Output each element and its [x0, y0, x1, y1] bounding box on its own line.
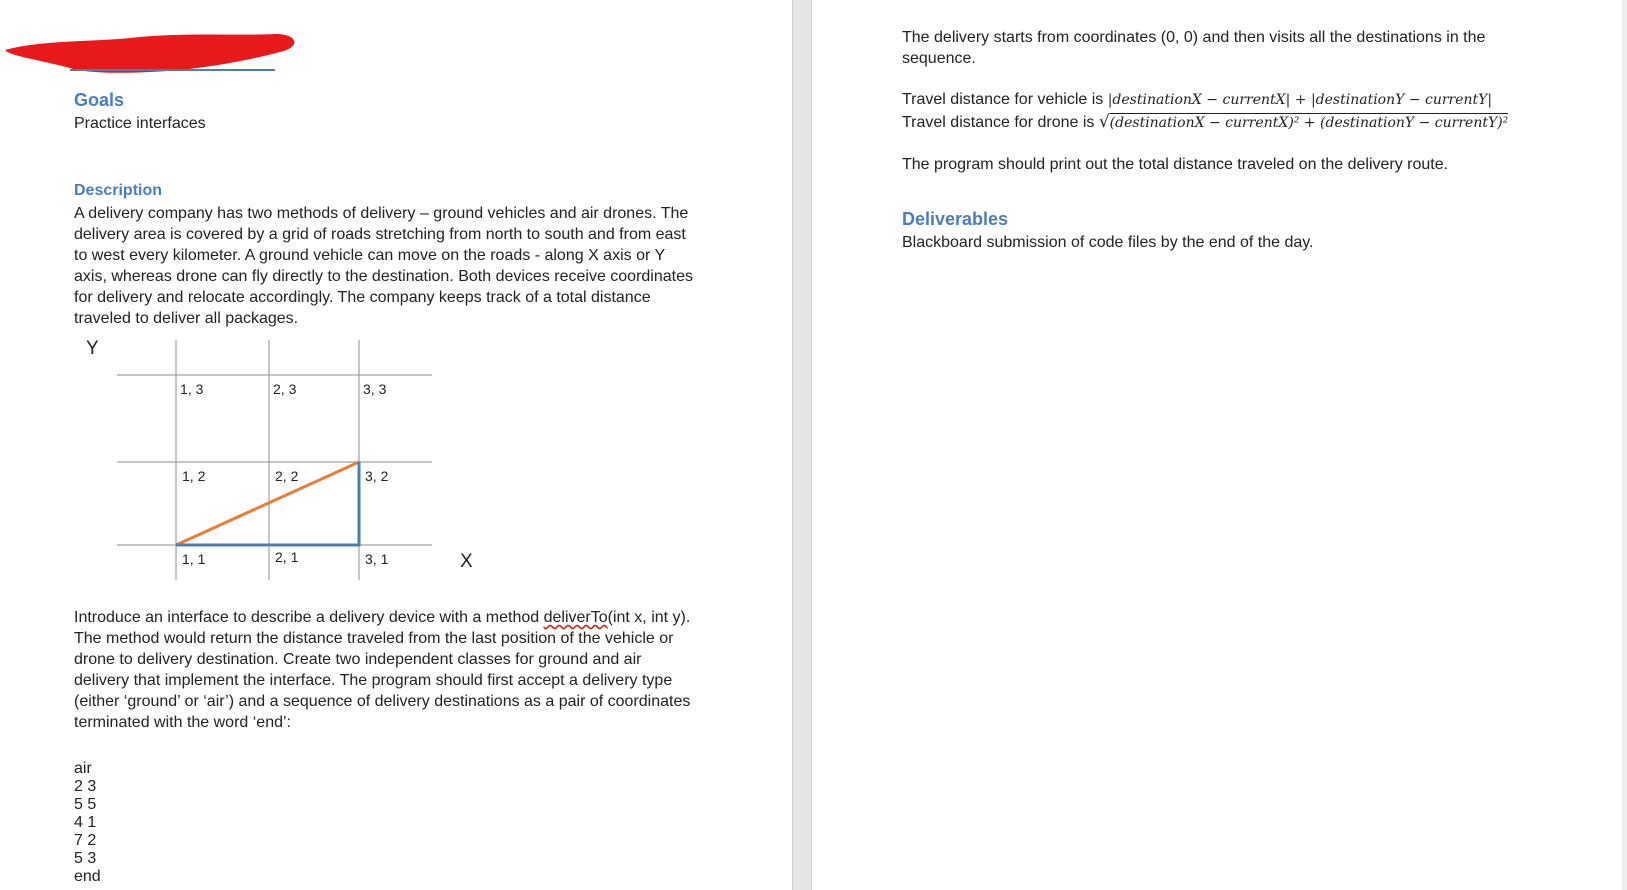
- description-heading: Description: [74, 182, 163, 199]
- start-line: sequence.: [902, 50, 976, 67]
- sample-input-line: 7 2: [74, 832, 97, 849]
- interface-line: The method would return the distance traveled from the last position of the vehicle or: [74, 630, 674, 647]
- interface-line: drone to delivery destination. Create two independent classes for ground and air: [74, 651, 642, 668]
- cell-2-1: 2, 1: [275, 549, 299, 565]
- interface-line: terminated with the word ‘end’:: [74, 714, 291, 731]
- interface-line-text: Introduce an interface to describe a delivery device with a method: [74, 609, 544, 626]
- vehicle-formula-math: |destinationX − currentX| + |destinationY − currentY|: [1107, 92, 1493, 108]
- sample-input: [74, 760, 101, 886]
- goals-text: Practice interfaces: [74, 115, 206, 132]
- vehicle-formula: [902, 89, 1492, 111]
- description-line: A delivery company has two methods of delivery – ground vehicles and air drones. The: [74, 205, 689, 222]
- cell-1-3: 1, 3: [180, 381, 204, 397]
- y-axis-label: Y: [86, 340, 99, 359]
- grid-diagram: [80, 340, 480, 580]
- sqrt-sign: √(destinationX − currentX)² + (destinationY − currentY)²: [1098, 112, 1509, 132]
- cell-3-2: 3, 2: [365, 468, 389, 484]
- cell-3-1: 3, 1: [365, 551, 389, 567]
- cell-2-3: 2, 3: [273, 381, 297, 397]
- sample-input-line: 5 5: [74, 796, 97, 813]
- interface-line: (either ‘ground’ or ‘air’) and a sequence of delivery destinations as a pair of coordinates: [74, 693, 691, 710]
- cell-1-1: 1, 1: [182, 551, 206, 567]
- sample-input-line: 4 1: [74, 814, 97, 831]
- description-line: to west every kilometer. A ground vehicle can move on the roads - along X axis or Y: [74, 247, 666, 264]
- page-gutter: [792, 0, 812, 890]
- description-text: [74, 203, 693, 329]
- method-name: deliverTo: [543, 609, 608, 626]
- description-line: delivery area is covered by a grid of roads stretching from north to south and from east: [74, 226, 686, 243]
- print-line: The program should print out the total distance traveled on the delivery route.: [902, 156, 1449, 173]
- cell-2-2: 2, 2: [275, 468, 299, 484]
- interface-paragraph: [74, 607, 690, 733]
- x-axis-label: X: [460, 551, 473, 572]
- right-page: [812, 0, 1627, 890]
- vehicle-formula-prefix: Travel distance for vehicle is: [902, 91, 1108, 108]
- right-scroll-edge: [1622, 0, 1627, 890]
- sample-input-line: end: [74, 868, 101, 885]
- sample-input-line: air: [74, 760, 92, 777]
- deliverables-heading: Deliverables: [902, 209, 1009, 229]
- cell-1-2: 1, 2: [182, 468, 206, 484]
- description-line: axis, whereas drone can fly directly to the destination. Both devices receive coordinates: [74, 268, 693, 285]
- interface-line: [74, 607, 690, 628]
- left-page: [0, 0, 792, 890]
- sample-input-line: 2 3: [74, 778, 97, 795]
- deliverables-text: Blackboard submission of code files by the end of the day.: [902, 234, 1314, 251]
- description-line: for delivery and relocate accordingly. The company keeps track of a total distance: [74, 289, 651, 306]
- interface-line: delivery that implement the interface. The program should first accept a delivery type: [74, 672, 673, 689]
- description-line: traveled to deliver all packages.: [74, 310, 299, 327]
- interface-line-text: (int x, int y).: [607, 609, 691, 626]
- drone-formula-prefix: Travel distance for drone is: [902, 114, 1099, 131]
- cell-3-3: 3, 3: [363, 381, 387, 397]
- redaction-mark: [0, 30, 305, 76]
- goals-heading: Goals: [74, 90, 125, 110]
- start-paragraph: [902, 27, 1485, 69]
- start-line: The delivery starts from coordinates (0, 0) and then visits all the destinations in the: [902, 29, 1486, 46]
- drone-formula: [902, 112, 1508, 134]
- sample-input-line: 5 3: [74, 850, 97, 867]
- drone-formula-math: (destinationX − currentX)² + (destinationY − currentY)²: [1109, 115, 1509, 131]
